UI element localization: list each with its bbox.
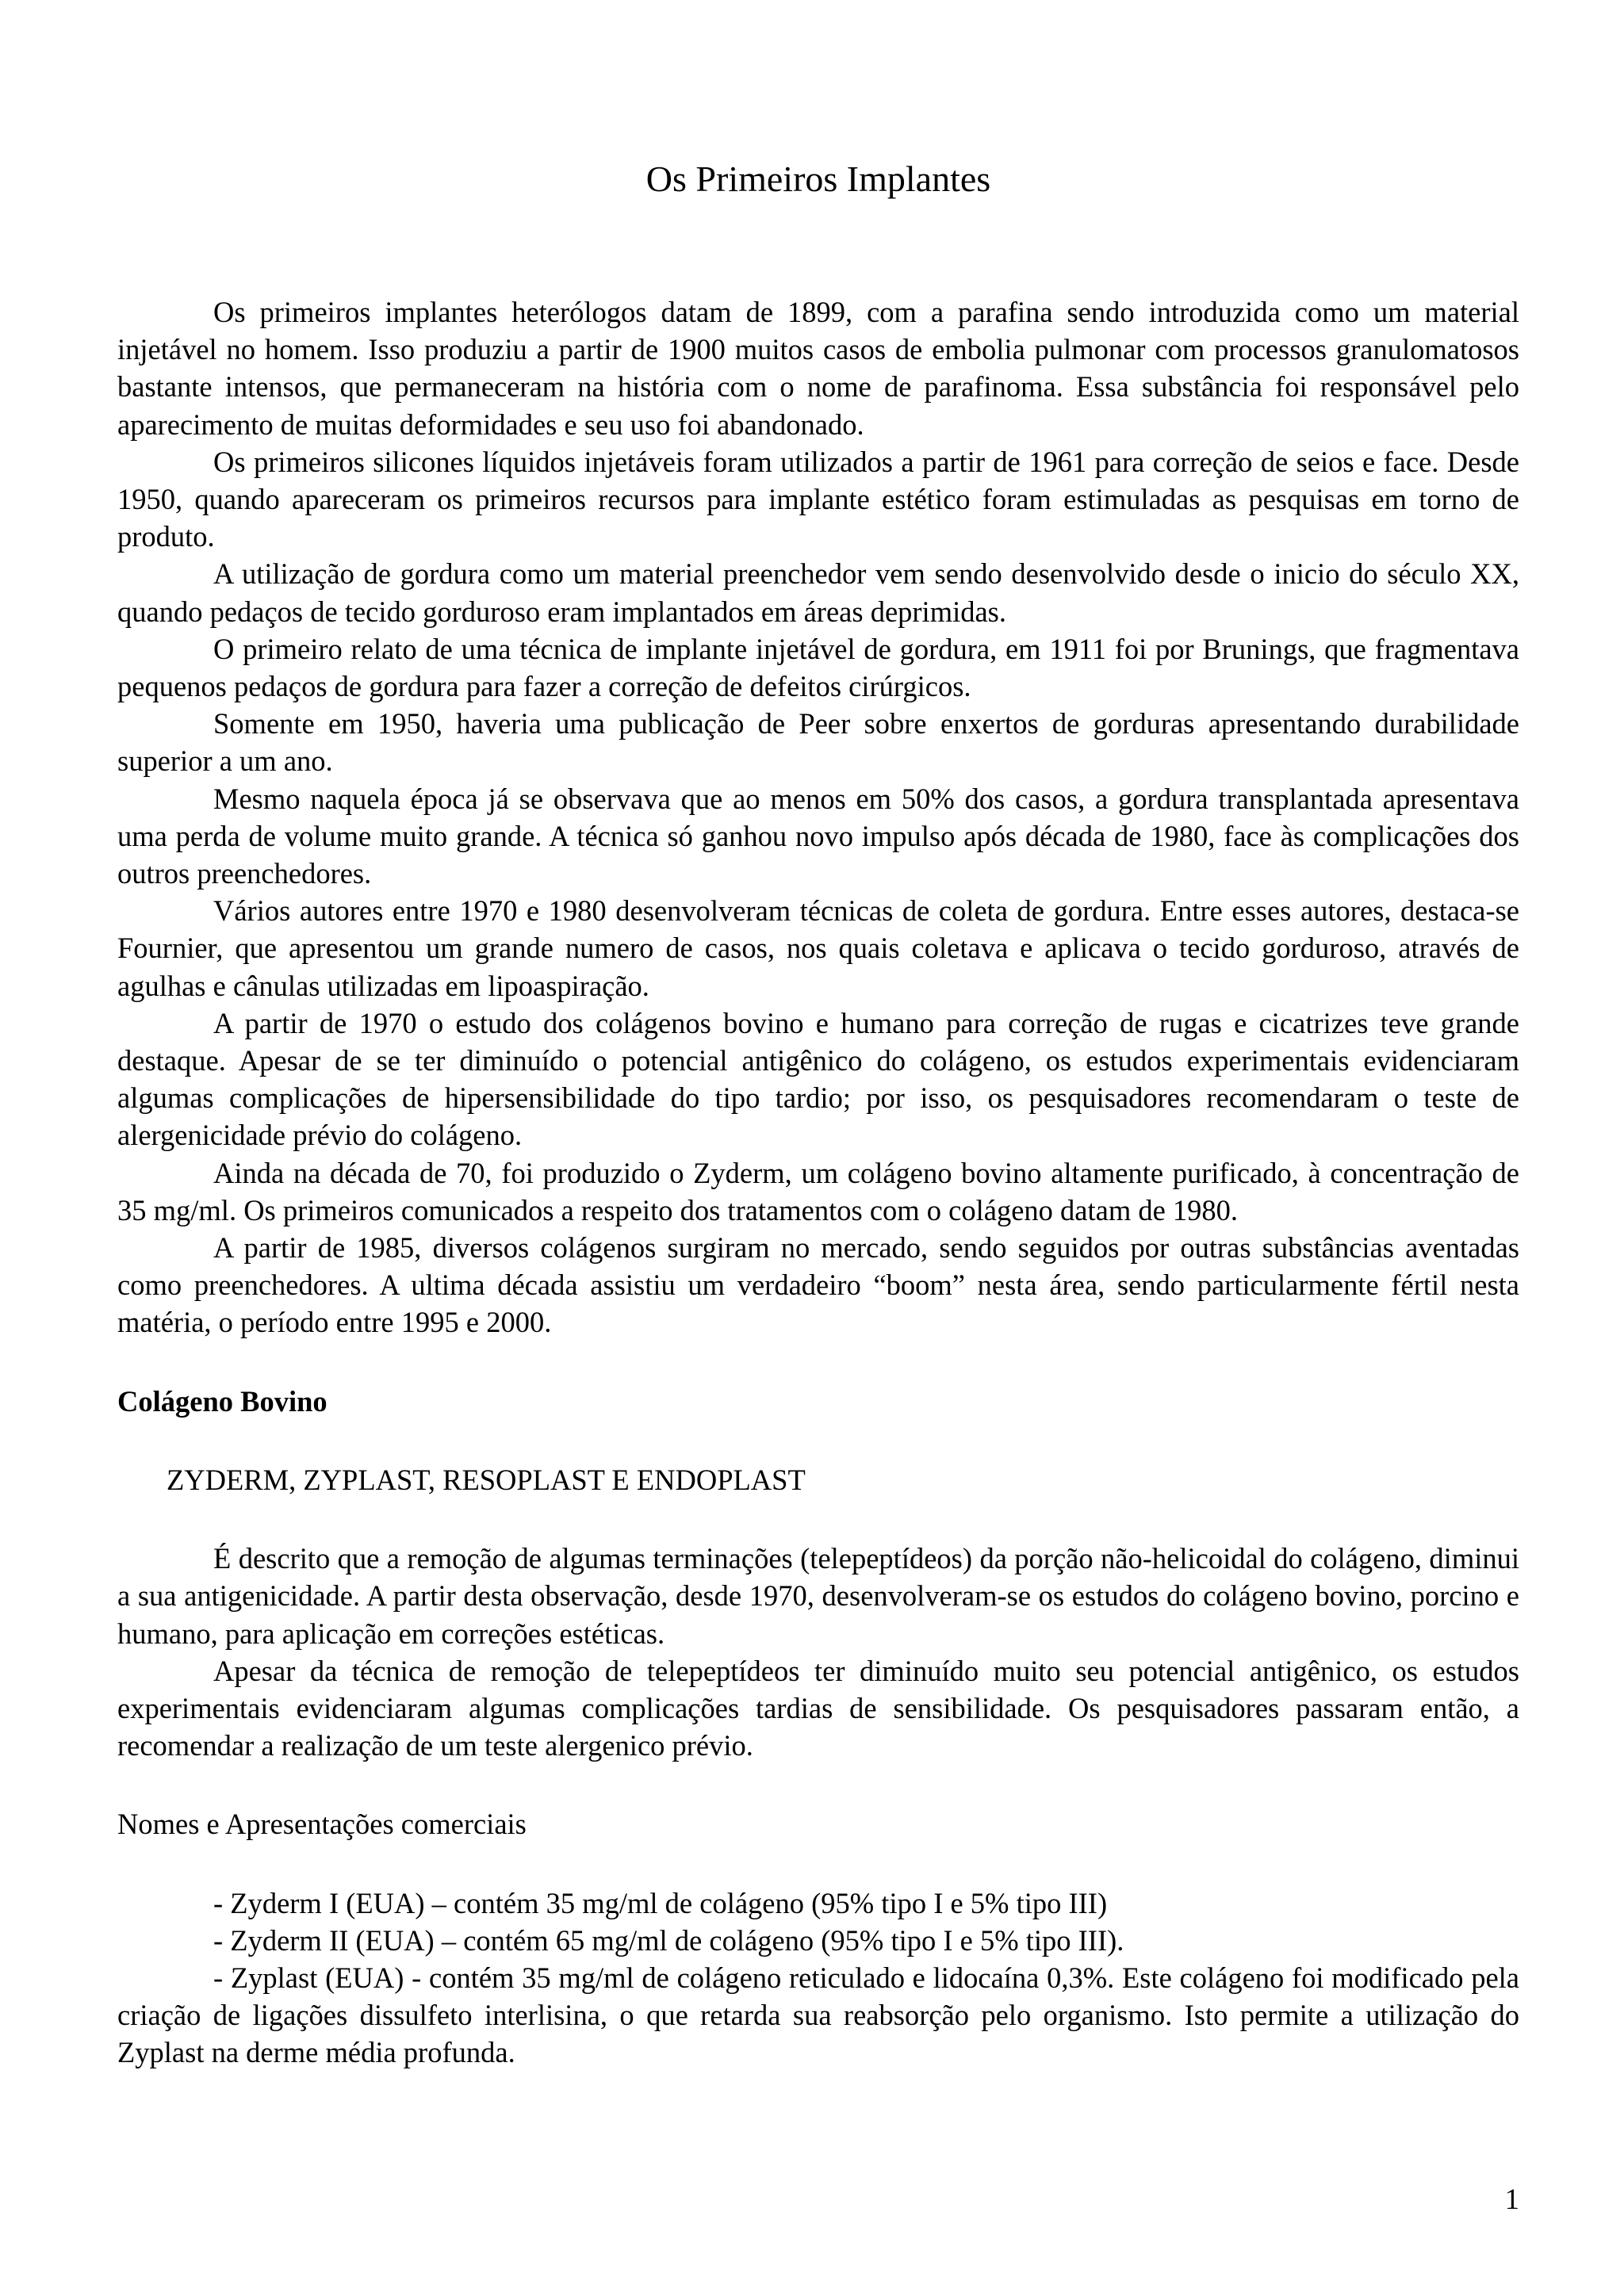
spacer [117,1764,1519,1805]
commercial-list-item: - Zyplast (EUA) - contém 35 mg/ml de colágeno reticulado e lidocaína 0,3%. Este colágeno foi modificado pela criação de ligações dissulfeto interlisina, o que retarda sua reabsorção pelo organismo. Isto permite a utilização do Zyplast na derme média profunda. [117,1961,1519,2069]
section-paragraph: É descrito que a remoção de algumas terminações (telepeptídeos) da porção não-helicoidal do colágeno, diminui a sua antigenicidade. A partir desta observação, desde 1970, desenvolveram-se os estudos do colágeno bovino, porcino e humano, para aplicação em correções estéticas. [117,1542,1519,1650]
intro-paragraph: Somente em 1950, haveria uma publicação de Peer sobre enxertos de gorduras apresentando durabilidade superior a um ano. [117,707,1519,778]
intro-paragraph: Vários autores entre 1970 e 1980 desenvolveram técnicas de coleta de gordura. Entre esses autores, destaca-se Fournier, que apresentou um grande numero de casos, nos quais coletava e aplicava o tecido gorduroso, através de agulhas e cânulas utilizadas em lipoaspiração. [117,894,1519,1002]
commercial-list-item: - Zyderm I (EUA) – contém 35 mg/ml de colágeno (95% tipo I e 5% tipo III) [213,1886,1108,1919]
section-heading: Colágeno Bovino [117,1384,327,1418]
document-body [117,293,1519,2072]
intro-paragraph: Os primeiros implantes heterólogos datam de 1899, com a parafina sendo introduzida como um material injetável no homem. Isso produziu a partir de 1900 muitos casos de embolia pulmonar com processos granulomatosos bastante intensos, que permaneceram na história com o nome de parafinoma. Essa substância foi responsável pelo aparecimento de muitas deformidades e seu uso foi abandonado. [117,296,1519,441]
document-page [117,0,1519,2296]
spacer [117,1498,1519,1540]
intro-paragraph: O primeiro relato de uma técnica de implante injetável de gordura, em 1911 foi por Brunings, que fragmentava pequenos pedaços de gordura para fazer a correção de defeitos cirúrgicos. [117,632,1519,703]
intro-paragraph: A utilização de gordura como um material preenchedor vem sendo desenvolvido desde o inicio do século XX, quando pedaços de tecido gorduroso eram implantados em áreas deprimidas. [117,557,1519,628]
section-subheading: ZYDERM, ZYPLAST, RESOPLAST E ENDOPLAST [167,1463,806,1496]
page-number: 1 [1504,2183,1519,2215]
intro-paragraph: Mesmo naquela época já se observava que ao menos em 50% dos casos, a gordura transplantada apresentava uma perda de volume muito grande. A técnica só ganhou novo impulso após década de 1980, face às complicações dos outros preenchedores. [117,782,1519,890]
document-title: Os Primeiros Implantes [645,159,991,199]
commercial-list-item: - Zyderm II (EUA) – contém 65 mg/ml de colágeno (95% tipo I e 5% tipo III). [213,1923,1124,1957]
intro-paragraph: A partir de 1970 o estudo dos colágenos bovino e humano para correção de rugas e cicatrizes teve grande destaque. Apesar de se ter diminuído o potencial antigênico do colágeno, os estudos experimentais evidenciaram algumas complicações de hipersensibilidade do tipo tardio; por isso, os pesquisadores recomendaram o teste de alergenicidade prévio do colágeno. [117,1006,1519,1152]
spacer [117,1341,1519,1383]
intro-paragraph: Ainda na década de 70, foi produzido o Zyderm, um colágeno bovino altamente purificado, à concentração de 35 mg/ml. Os primeiros comunicados a respeito dos tratamentos com o colágeno datam de 1980. [117,1156,1519,1226]
spacer [117,1420,1519,1461]
intro-paragraph: A partir de 1985, diversos colágenos surgiram no mercado, sendo seguidos por outras substâncias aventadas como preenchedores. A ultima década assistiu um verdadeiro “boom” nesta área, sendo particularmente fértil nesta matéria, o período entre 1995 e 2000. [117,1231,1519,1339]
section-paragraph: Apesar da técnica de remoção de telepeptídeos ter diminuído muito seu potencial antigênico, os estudos experimentais evidenciaram algumas complicações tardias de sensibilidade. Os pesquisadores passaram então, a recomendar a realização de um teste alergenico prévio. [117,1654,1519,1762]
spacer [117,1843,1519,1885]
commercial-heading: Nomes e Apresentações comerciais [117,1808,527,1841]
intro-paragraph: Os primeiros silicones líquidos injetáveis foram utilizados a partir de 1961 para correção de seios e face. Desde 1950, quando apareceram os primeiros recursos para implante estético foram estimuladas as pesquisas em torno de produto. [117,445,1519,553]
